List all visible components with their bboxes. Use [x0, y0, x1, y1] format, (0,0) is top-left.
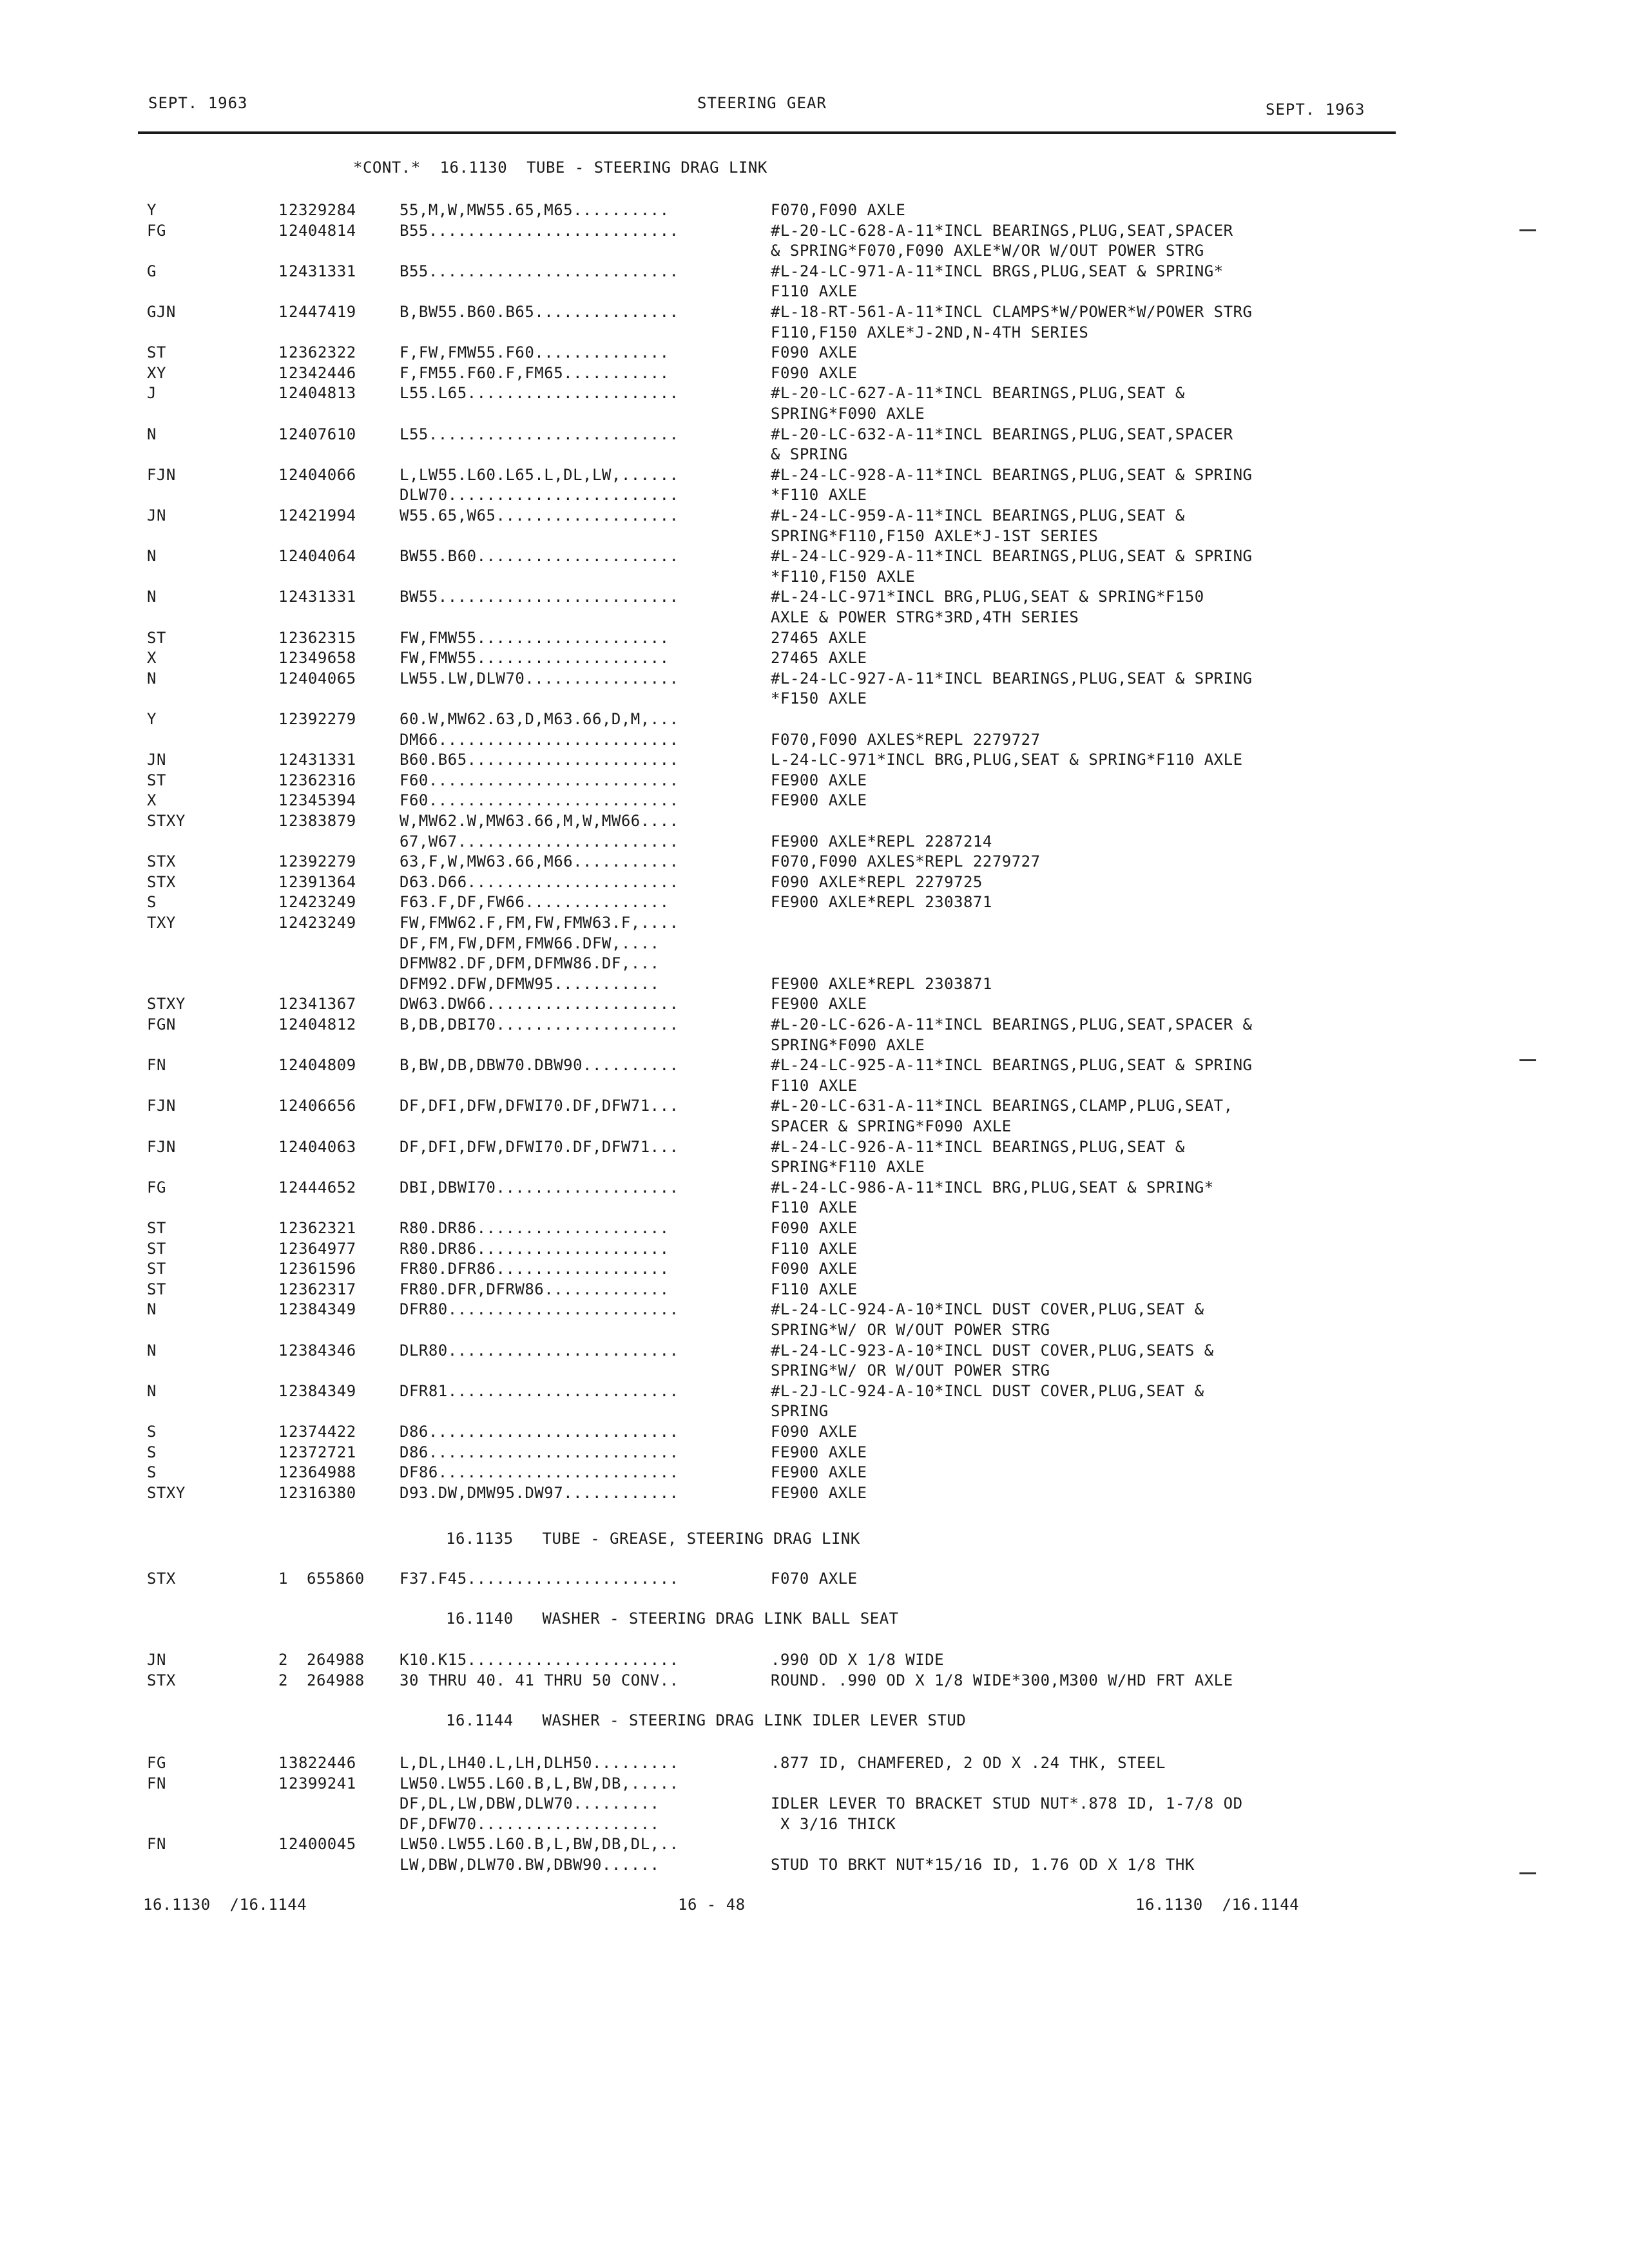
row-models: LW55.LW,DLW70................	[400, 669, 679, 687]
row-part-number: 2362317	[289, 1280, 356, 1298]
row-code: N	[147, 669, 157, 687]
row-description: SPRING*F090 AXLE	[771, 1035, 925, 1054]
section-title: 16.1140 WASHER - STEERING DRAG LINK BALL SEAT	[446, 1610, 899, 1628]
row-models: FR80.DFR,DFRW86.............	[400, 1280, 670, 1298]
row-models: DF86.........................	[400, 1463, 679, 1482]
row-code: STX	[147, 1570, 176, 1588]
row-code: FJN	[147, 1097, 176, 1115]
row-qty: 1	[278, 262, 288, 280]
row-code: ST	[147, 1280, 166, 1298]
row-part-number: 2391364	[289, 872, 356, 891]
row-models: B,BW,DB,DBW70.DBW90..........	[400, 1056, 679, 1075]
row-description: FE900 AXLE	[771, 1463, 867, 1482]
row-description: *F150 AXLE	[771, 689, 867, 708]
row-qty: 1	[278, 425, 288, 443]
row-description: X 3/16 THICK	[771, 1814, 896, 1833]
row-description: FE900 AXLE*REPL 2287214	[771, 832, 992, 850]
row-part-number: 2362321	[289, 1219, 356, 1237]
row-models: B,DB,DBI70...................	[400, 1015, 679, 1033]
row-description: IDLER LEVER TO BRACKET STUD NUT*.878 ID, 1-7/8 OD	[771, 1794, 1243, 1813]
row-description: #L-24-LC-926-A-11*INCL BEARINGS,PLUG,SEAT &	[771, 1137, 1185, 1156]
row-description: #L-24-LC-971-A-11*INCL BRGS,PLUG,SEAT & SPRING*	[771, 262, 1224, 280]
row-qty: 1	[278, 1443, 288, 1461]
row-qty: 1	[278, 1219, 288, 1237]
row-part-number: 2406656	[289, 1097, 356, 1115]
row-models: B55..........................	[400, 221, 679, 240]
row-models: FR80.DFR86..................	[400, 1260, 670, 1278]
row-description: #L-20-LC-632-A-11*INCL BEARINGS,PLUG,SEAT,SPACER	[771, 425, 1233, 443]
row-description: FE900 AXLE	[771, 1443, 867, 1461]
row-description: F070,F090 AXLE	[771, 201, 906, 219]
row-description: SPRING*F110,F150 AXLE*J-1ST SERIES	[771, 526, 1099, 545]
row-code: N	[147, 547, 157, 566]
row-qty: 1	[278, 1178, 288, 1196]
row-qty: 1	[278, 872, 288, 891]
row-code: S	[147, 1423, 157, 1441]
row-models: DFR80........................	[400, 1300, 679, 1319]
row-part-number: 2362322	[289, 343, 356, 362]
row-qty: 1	[278, 1774, 288, 1792]
row-models: BW55.........................	[400, 588, 679, 606]
row-description: #L-2J-LC-924-A-10*INCL DUST COVER,PLUG,SEAT &	[771, 1381, 1204, 1400]
row-part-number: 2404065	[289, 669, 356, 687]
row-description: F110 AXLE	[771, 1076, 858, 1095]
row-description: #L-20-LC-631-A-11*INCL BEARINGS,CLAMP,PLUG,SEAT,	[771, 1097, 1233, 1115]
row-code: Y	[147, 710, 157, 728]
row-code: X	[147, 649, 157, 668]
row-models: K10.K15......................	[400, 1651, 679, 1669]
row-code: STX	[147, 872, 176, 891]
row-models: 30 THRU 40. 41 THRU 50 CONV..	[400, 1671, 679, 1689]
header-date-right: SEPT. 1963	[1266, 101, 1365, 119]
row-description: F110 AXLE	[771, 282, 858, 301]
row-code: FGN	[147, 1015, 176, 1033]
row-models: D86..........................	[400, 1423, 679, 1441]
row-models: DFM92.DFW,DFMW95...........	[400, 974, 660, 993]
row-models: DBI,DBWI70...................	[400, 1178, 679, 1196]
row-part-number: 264988	[307, 1671, 365, 1689]
row-description: SPRING	[771, 1402, 829, 1421]
margin-mark	[1519, 1059, 1536, 1061]
row-description: F090 AXLE	[771, 1219, 858, 1237]
row-description: F090 AXLE	[771, 1423, 858, 1441]
row-description: F070,F090 AXLES*REPL 2279727	[771, 730, 1041, 749]
row-models: LW50.LW55.L60.B,L,BW,DB,DL,..	[400, 1835, 679, 1854]
row-qty: 1	[278, 1341, 288, 1360]
row-qty: 1	[278, 588, 288, 606]
row-models: LW50.LW55.L60.B,L,BW,DB,.....	[400, 1774, 679, 1792]
row-part-number: 655860	[307, 1570, 365, 1588]
row-models: F,FW,FMW55.F60..............	[400, 343, 670, 362]
row-description: SPRING*F090 AXLE	[771, 405, 925, 423]
row-models: DFR81........................	[400, 1381, 679, 1400]
row-qty: 1	[278, 914, 288, 932]
row-code: GJN	[147, 303, 176, 321]
row-part-number: 2383879	[289, 812, 356, 830]
row-qty: 1	[278, 649, 288, 668]
row-description: #L-20-LC-628-A-11*INCL BEARINGS,PLUG,SEAT,SPACER	[771, 221, 1233, 240]
row-qty: 1	[278, 628, 288, 647]
header-rule	[138, 131, 1396, 134]
row-qty: 1	[278, 547, 288, 566]
row-qty: 1	[278, 751, 288, 769]
row-code: ST	[147, 343, 166, 362]
row-models: DF,DFI,DFW,DFWI70.DF,DFW71...	[400, 1137, 679, 1156]
row-part-number: 2400045	[289, 1835, 356, 1854]
row-description: SPRING*F110 AXLE	[771, 1158, 925, 1177]
row-qty: 1	[278, 303, 288, 321]
row-description: ROUND. .990 OD X 1/8 WIDE*300,M300 W/HD FRT AXLE	[771, 1671, 1233, 1689]
row-description: #L-20-LC-626-A-11*INCL BEARINGS,PLUG,SEAT,SPACER &	[771, 1015, 1253, 1033]
row-code: JN	[147, 506, 166, 524]
row-part-number: 2364977	[289, 1239, 356, 1258]
row-qty: 1	[278, 1754, 288, 1772]
row-part-number: 2404064	[289, 547, 356, 566]
row-code: FG	[147, 221, 166, 240]
row-part-number: 2349658	[289, 649, 356, 668]
row-part-number: 2423249	[289, 914, 356, 932]
footer-range-right: 16.1130 /16.1144	[1135, 1896, 1300, 1914]
row-description: #L-24-LC-923-A-10*INCL DUST COVER,PLUG,SEATS &	[771, 1341, 1214, 1360]
footer-page-number: 16 - 48	[678, 1896, 746, 1914]
row-description: STUD TO BRKT NUT*15/16 ID, 1.76 OD X 1/8 THK	[771, 1856, 1195, 1874]
row-part-number: 2316380	[289, 1483, 356, 1502]
row-description: SPACER & SPRING*F090 AXLE	[771, 1117, 1012, 1135]
row-code: X	[147, 791, 157, 810]
row-part-number: 2431331	[289, 588, 356, 606]
row-models: DLW70........................	[400, 486, 679, 505]
row-qty: 1	[278, 1097, 288, 1115]
row-qty: 2	[278, 1651, 288, 1669]
row-part-number: 2364988	[289, 1463, 356, 1482]
row-part-number: 2404814	[289, 221, 356, 240]
row-models: F60..........................	[400, 771, 679, 789]
row-part-number: 2341367	[289, 995, 356, 1014]
row-code: ST	[147, 771, 166, 789]
row-qty: 1	[278, 852, 288, 871]
row-qty: 1	[278, 343, 288, 362]
row-models: FW,FMW55....................	[400, 649, 670, 668]
row-qty: 1	[278, 1056, 288, 1075]
row-description: SPRING*W/ OR W/OUT POWER STRG	[771, 1321, 1050, 1339]
row-description: F110 AXLE	[771, 1198, 858, 1217]
row-code: FN	[147, 1835, 166, 1854]
row-models: W,MW62.W,MW63.66,M,W,MW66....	[400, 812, 679, 830]
row-qty: 1	[278, 506, 288, 524]
row-code: ST	[147, 628, 166, 647]
row-description: FE900 AXLE*REPL 2303871	[771, 974, 992, 993]
row-models: F,FM55.F60.F,FM65...........	[400, 363, 670, 382]
row-models: DM66.........................	[400, 730, 679, 749]
row-models: B60.B65......................	[400, 751, 679, 769]
row-models: L,DL,LH40.L,LH,DLH50.........	[400, 1754, 679, 1772]
row-code: Y	[147, 201, 157, 219]
row-code: N	[147, 1381, 157, 1400]
row-models: 67,W67.......................	[400, 832, 679, 850]
row-qty: 1	[278, 1280, 288, 1298]
row-part-number: 2342446	[289, 363, 356, 382]
row-qty: 1	[278, 1381, 288, 1400]
row-code: FJN	[147, 465, 176, 484]
row-code: G	[147, 262, 157, 280]
row-qty: 1	[278, 1300, 288, 1319]
row-part-number: 2392279	[289, 852, 356, 871]
row-models: B55..........................	[400, 262, 679, 280]
row-qty: 1	[278, 221, 288, 240]
row-models: F63.F,DF,FW66...............	[400, 893, 670, 912]
row-code: FN	[147, 1774, 166, 1792]
row-description: & SPRING	[771, 445, 848, 464]
row-models: 60.W,MW62.63,D,M63.66,D,M,...	[400, 710, 679, 728]
row-part-number: 2374422	[289, 1423, 356, 1441]
row-part-number: 2384349	[289, 1381, 356, 1400]
row-models: FW,FMW62.F,FM,FW,FMW63.F,....	[400, 914, 679, 932]
row-description: F090 AXLE	[771, 363, 858, 382]
row-description: FE900 AXLE	[771, 1483, 867, 1502]
row-description: & SPRING*F070,F090 AXLE*W/OR W/OUT POWER STRG	[771, 242, 1204, 260]
row-models: DF,DFW70...................	[400, 1814, 660, 1833]
row-part-number: 2447419	[289, 303, 356, 321]
row-code: ST	[147, 1219, 166, 1237]
header-title: STEERING GEAR	[697, 94, 827, 112]
row-qty: 1	[278, 1260, 288, 1278]
row-part-number: 2404812	[289, 1015, 356, 1033]
row-models: F37.F45......................	[400, 1570, 679, 1588]
row-code: STXY	[147, 812, 186, 830]
row-description: F090 AXLE	[771, 343, 858, 362]
row-models: DF,DL,LW,DBW,DLW70.........	[400, 1794, 660, 1813]
row-part-number: 264988	[307, 1651, 365, 1669]
row-description: FE900 AXLE	[771, 771, 867, 789]
row-part-number: 2372721	[289, 1443, 356, 1461]
row-description: L-24-LC-971*INCL BRG,PLUG,SEAT & SPRING*F110 AXLE	[771, 751, 1243, 769]
row-description: #L-20-LC-627-A-11*INCL BEARINGS,PLUG,SEAT &	[771, 384, 1185, 403]
row-part-number: 2404809	[289, 1056, 356, 1075]
row-code: FN	[147, 1056, 166, 1075]
row-qty: 1	[278, 1463, 288, 1482]
row-models: L55.L65......................	[400, 384, 679, 403]
row-description: F110 AXLE	[771, 1239, 858, 1258]
row-code: FG	[147, 1754, 166, 1772]
row-description: #L-24-LC-971*INCL BRG,PLUG,SEAT & SPRING*F150	[771, 588, 1204, 606]
section-title: 16.1135 TUBE - GREASE, STEERING DRAG LINK	[446, 1530, 860, 1548]
row-qty: 1	[278, 1423, 288, 1441]
row-code: STX	[147, 852, 176, 871]
row-qty: 1	[278, 465, 288, 484]
row-description: 27465 AXLE	[771, 649, 867, 668]
section-title: 16.1144 WASHER - STEERING DRAG LINK IDLER LEVER STUD	[446, 1711, 967, 1729]
row-code: S	[147, 893, 157, 912]
row-part-number: 2329284	[289, 201, 356, 219]
row-code: ST	[147, 1260, 166, 1278]
row-qty: 1	[278, 1483, 288, 1502]
row-code: STXY	[147, 995, 186, 1014]
row-qty: 1	[278, 893, 288, 912]
row-part-number: 2392279	[289, 710, 356, 728]
row-models: DF,FM,FW,DFM,FMW66.DFW,....	[400, 934, 660, 952]
row-description: F110 AXLE	[771, 1280, 858, 1298]
row-description: #L-24-LC-959-A-11*INCL BEARINGS,PLUG,SEAT &	[771, 506, 1185, 524]
row-models: F60..........................	[400, 791, 679, 810]
row-part-number: 2384346	[289, 1341, 356, 1360]
row-description: F090 AXLE*REPL 2279725	[771, 872, 983, 891]
row-part-number: 2431331	[289, 751, 356, 769]
row-description: F070 AXLE	[771, 1570, 858, 1588]
row-code: JN	[147, 751, 166, 769]
row-code: TXY	[147, 914, 176, 932]
row-part-number: 2404066	[289, 465, 356, 484]
row-code: STX	[147, 1671, 176, 1689]
row-description: F070,F090 AXLES*REPL 2279727	[771, 852, 1041, 871]
row-code: S	[147, 1443, 157, 1461]
row-part-number: 2404063	[289, 1137, 356, 1156]
row-code: N	[147, 1341, 157, 1360]
row-models: L55..........................	[400, 425, 679, 443]
row-qty: 1	[278, 812, 288, 830]
row-part-number: 2345394	[289, 791, 356, 810]
row-part-number: 2421994	[289, 506, 356, 524]
row-code: FG	[147, 1178, 166, 1196]
row-description: .990 OD X 1/8 WIDE	[771, 1651, 945, 1669]
row-code: S	[147, 1463, 157, 1482]
row-qty: 1	[278, 201, 288, 219]
row-qty: 1	[278, 791, 288, 810]
row-models: DF,DFI,DFW,DFWI70.DF,DFW71...	[400, 1097, 679, 1115]
row-description: #L-24-LC-928-A-11*INCL BEARINGS,PLUG,SEAT & SPRING	[771, 465, 1253, 484]
row-models: R80.DR86....................	[400, 1239, 670, 1258]
row-part-number: 2362315	[289, 628, 356, 647]
row-description: *F110,F150 AXLE	[771, 567, 916, 586]
row-description: SPRING*W/ OR W/OUT POWER STRG	[771, 1361, 1050, 1380]
row-qty: 1	[278, 995, 288, 1014]
row-description: *F110 AXLE	[771, 486, 867, 505]
row-code: STXY	[147, 1483, 186, 1502]
row-code: FJN	[147, 1137, 176, 1156]
row-code: J	[147, 384, 157, 403]
row-description: #L-24-LC-924-A-10*INCL DUST COVER,PLUG,SEAT &	[771, 1300, 1204, 1319]
row-qty: 1	[278, 1570, 288, 1588]
row-description: F110,F150 AXLE*J-2ND,N-4TH SERIES	[771, 323, 1089, 341]
row-description: F090 AXLE	[771, 1260, 858, 1278]
row-qty: 1	[278, 771, 288, 789]
row-description: #L-24-LC-927-A-11*INCL BEARINGS,PLUG,SEAT & SPRING	[771, 669, 1253, 687]
row-qty: 1	[278, 363, 288, 382]
row-part-number: 2399241	[289, 1774, 356, 1792]
row-description: #L-18-RT-561-A-11*INCL CLAMPS*W/POWER*W/POWER STRG	[771, 303, 1253, 321]
row-models: R80.DR86....................	[400, 1219, 670, 1237]
row-part-number: 2361596	[289, 1260, 356, 1278]
row-models: 63,F,W,MW63.66,M66...........	[400, 852, 679, 871]
margin-mark	[1519, 1872, 1536, 1874]
row-code: ST	[147, 1239, 166, 1258]
row-models: BW55.B60.....................	[400, 547, 679, 566]
row-description: 27465 AXLE	[771, 628, 867, 647]
row-qty: 1	[278, 384, 288, 403]
row-models: D93.DW,DMW95.DW97............	[400, 1483, 679, 1502]
row-code: N	[147, 1300, 157, 1319]
row-qty: 1	[278, 1835, 288, 1854]
row-models: DW63.DW66....................	[400, 995, 679, 1014]
row-description: #L-24-LC-986-A-11*INCL BRG,PLUG,SEAT & SPRING*	[771, 1178, 1214, 1196]
row-part-number: 2404813	[289, 384, 356, 403]
row-qty: 1	[278, 1137, 288, 1156]
row-models: 55,M,W,MW55.65,M65..........	[400, 201, 670, 219]
row-qty: 2	[278, 1671, 288, 1689]
row-description: .877 ID, CHAMFERED, 2 OD X .24 THK, STEEL	[771, 1754, 1166, 1772]
row-qty: 1	[278, 669, 288, 687]
row-models: D86..........................	[400, 1443, 679, 1461]
row-qty: 1	[278, 710, 288, 728]
row-description: FE900 AXLE*REPL 2303871	[771, 893, 992, 912]
row-part-number: 2384349	[289, 1300, 356, 1319]
row-models: W55.65,W65...................	[400, 506, 679, 524]
row-part-number: 2431331	[289, 262, 356, 280]
row-code: N	[147, 588, 157, 606]
row-part-number: 3822446	[289, 1754, 356, 1772]
row-code: JN	[147, 1651, 166, 1669]
row-qty: 1	[278, 1015, 288, 1033]
section-title: *CONT.* 16.1130 TUBE - STEERING DRAG LINK	[353, 159, 767, 177]
row-models: FW,FMW55....................	[400, 628, 670, 647]
row-models: LW,DBW,DLW70.BW,DBW90......	[400, 1856, 660, 1874]
row-description: #L-24-LC-925-A-11*INCL BEARINGS,PLUG,SEAT & SPRING	[771, 1056, 1253, 1075]
row-models: DFMW82.DF,DFM,DFMW86.DF,...	[400, 954, 660, 973]
row-code: N	[147, 425, 157, 443]
row-code: XY	[147, 363, 166, 382]
row-models: DLR80........................	[400, 1341, 679, 1360]
row-part-number: 2423249	[289, 893, 356, 912]
row-description: FE900 AXLE	[771, 995, 867, 1014]
row-models: D63.D66......................	[400, 872, 679, 891]
row-description: FE900 AXLE	[771, 791, 867, 810]
row-qty: 1	[278, 1239, 288, 1258]
row-part-number: 2362316	[289, 771, 356, 789]
header-date-left: SEPT. 1963	[148, 94, 248, 112]
row-models: B,BW55.B60.B65...............	[400, 303, 679, 321]
row-description: #L-24-LC-929-A-11*INCL BEARINGS,PLUG,SEAT & SPRING	[771, 547, 1253, 566]
margin-mark	[1519, 229, 1536, 231]
row-models: L,LW55.L60.L65.L,DL,LW,......	[400, 465, 679, 484]
row-part-number: 2407610	[289, 425, 356, 443]
footer-range-left: 16.1130 /16.1144	[143, 1896, 307, 1914]
row-part-number: 2444652	[289, 1178, 356, 1196]
row-description: AXLE & POWER STRG*3RD,4TH SERIES	[771, 608, 1079, 626]
